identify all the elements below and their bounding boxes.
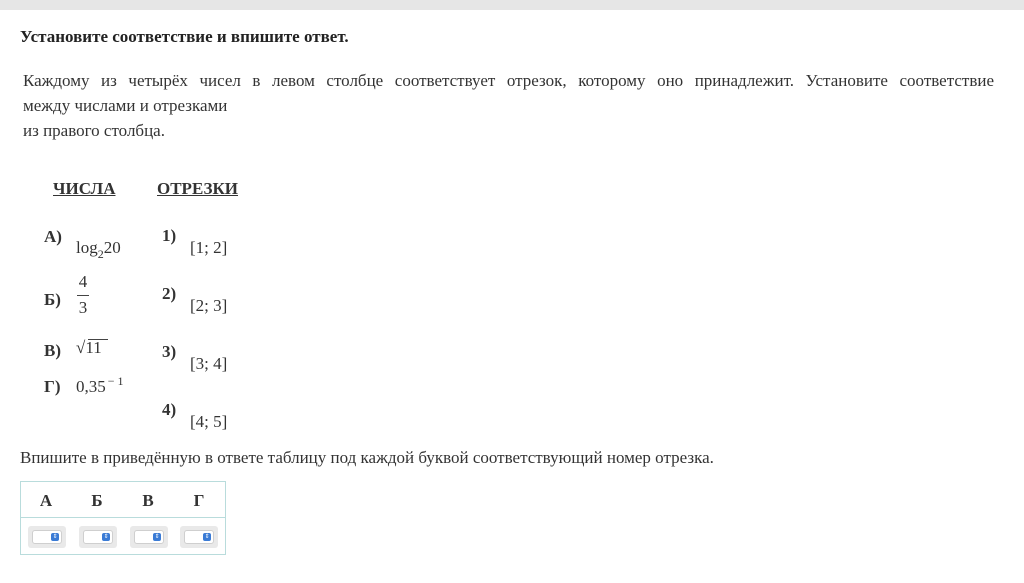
answer-instruction: Впишите в приведённую в ответе таблицу под каждой буквой соответствующий номер отрезка. [20, 448, 714, 467]
fraction-value-b [77, 272, 89, 318]
number-label-b: Б) [44, 290, 61, 309]
description-line-2: между числами и отрезками [23, 96, 228, 115]
number-label-g: Г) [44, 377, 61, 396]
select-field[interactable] [134, 530, 164, 544]
power-value-g [76, 374, 124, 397]
segment-label-1: 1) [162, 226, 177, 245]
answer-header-a: А [39, 491, 53, 510]
task-heading: Установите соответствие и впишите ответ. [20, 27, 349, 46]
description-line-3: из правого столбца. [23, 121, 165, 140]
answer-select-a[interactable] [28, 526, 66, 548]
top-bar [0, 0, 1024, 10]
select-field[interactable] [32, 530, 62, 544]
answer-select-b[interactable] [79, 526, 117, 548]
fraction-denominator: 3 [78, 298, 88, 317]
power-base: 0,35 [76, 377, 106, 396]
segment-value-2: [2; 3] [190, 296, 228, 315]
select-arrows-icon: ⇕ [204, 533, 210, 540]
power-exponent: − 1 [107, 374, 124, 388]
segment-label-3: 3) [162, 342, 177, 361]
answer-select-v[interactable] [130, 526, 168, 548]
select-arrows-icon: ⇕ [154, 533, 160, 540]
fraction-bar [77, 295, 89, 296]
task-description [23, 68, 994, 143]
answer-header-v: В [142, 491, 154, 510]
answer-header-g: Г [193, 491, 205, 510]
segments-column-header: ОТРЕЗКИ [157, 179, 239, 198]
segment-value-3: [3; 4] [190, 354, 228, 373]
segment-value-1: [1; 2] [190, 238, 228, 257]
log-subscript: 2 [97, 247, 104, 261]
number-label-v: В) [44, 341, 61, 360]
fraction-numerator: 4 [78, 272, 88, 291]
numbers-column-header: ЧИСЛА [53, 179, 116, 198]
select-arrows-icon: ⇕ [52, 533, 58, 540]
sqrt-icon: √ [76, 338, 86, 357]
answer-header-b: Б [91, 491, 103, 510]
number-value-a [76, 238, 121, 261]
log-base: log [76, 238, 98, 257]
segment-label-2: 2) [162, 284, 177, 303]
select-arrows-icon: ⇕ [103, 533, 109, 540]
answer-table-header-row [21, 482, 225, 518]
description-line-1: Каждому из четырёх чисел в левом столбце соответствует отрезок, которому оно принадлежит. Установите соответствие [23, 71, 994, 90]
sqrt-radicand: 11 [85, 338, 102, 357]
sqrt-overline [88, 339, 108, 340]
answer-table [20, 481, 226, 555]
sqrt-value-v [76, 338, 102, 358]
number-label-a: А) [44, 227, 62, 246]
answer-select-g[interactable] [180, 526, 218, 548]
select-field[interactable] [83, 530, 113, 544]
log-argument: 20 [103, 238, 121, 257]
select-field[interactable] [184, 530, 214, 544]
segment-label-4: 4) [162, 400, 177, 419]
segment-value-4: [4; 5] [190, 412, 228, 431]
